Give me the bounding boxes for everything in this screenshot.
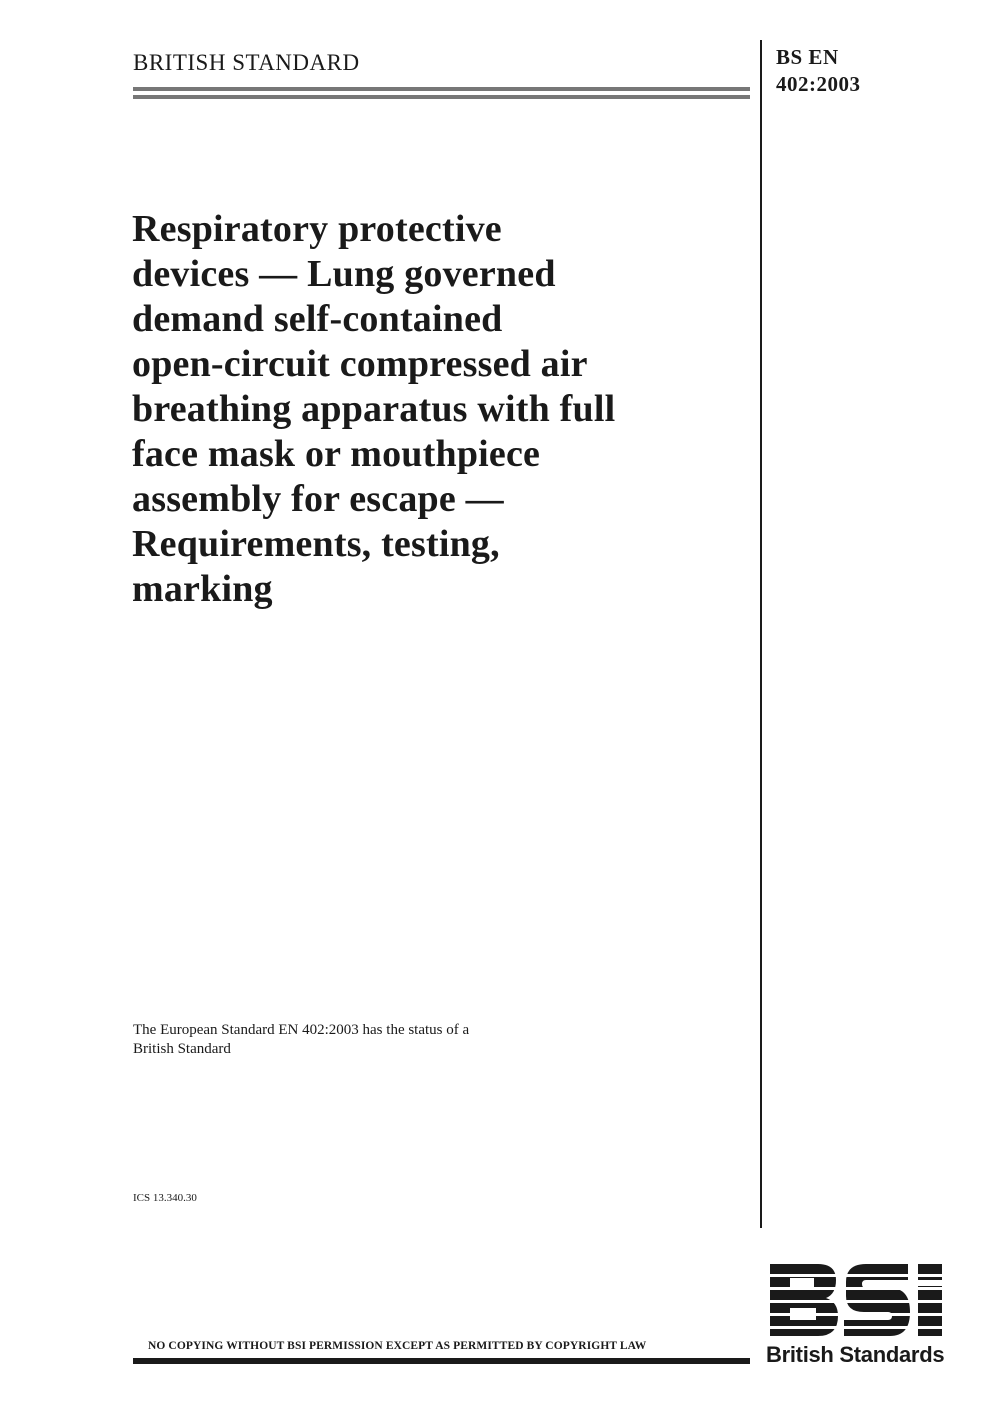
document-title — [132, 207, 752, 612]
title-line: Requirements, testing, — [132, 523, 500, 565]
designation-prefix: BS EN — [776, 45, 839, 69]
vertical-divider — [760, 40, 762, 1228]
bottom-rule — [133, 1358, 750, 1364]
title-line: open-circuit compressed air — [132, 343, 588, 385]
title-line: Respiratory protective — [132, 208, 502, 250]
header-rule-top — [133, 87, 750, 91]
title-line: devices — Lung governed — [132, 253, 556, 295]
header-rule-bottom — [133, 95, 750, 99]
title-line: face mask or mouthpiece — [132, 433, 541, 475]
designation-number: 402:2003 — [776, 72, 861, 96]
header-label: BRITISH STANDARD — [133, 50, 360, 75]
title-line: marking — [132, 568, 273, 610]
standard-designation — [776, 44, 861, 98]
title-line: assembly for escape — — [132, 478, 504, 520]
title-line: demand self-contained — [132, 298, 503, 340]
bsi-wordmark-icon — [766, 1260, 944, 1340]
status-note — [133, 1021, 469, 1059]
copyright-notice: NO COPYING WITHOUT BSI PERMISSION EXCEPT AS PERMITTED BY COPYRIGHT LAW — [148, 1340, 647, 1352]
bsi-subtitle: British Standards — [766, 1342, 945, 1367]
ics-code: ICS 13.340.30 — [133, 1192, 197, 1204]
status-note-line: British Standard — [133, 1041, 231, 1057]
status-note-line: The European Standard EN 402:2003 has the status of a — [133, 1022, 470, 1038]
title-line: breathing apparatus with full — [132, 388, 616, 430]
